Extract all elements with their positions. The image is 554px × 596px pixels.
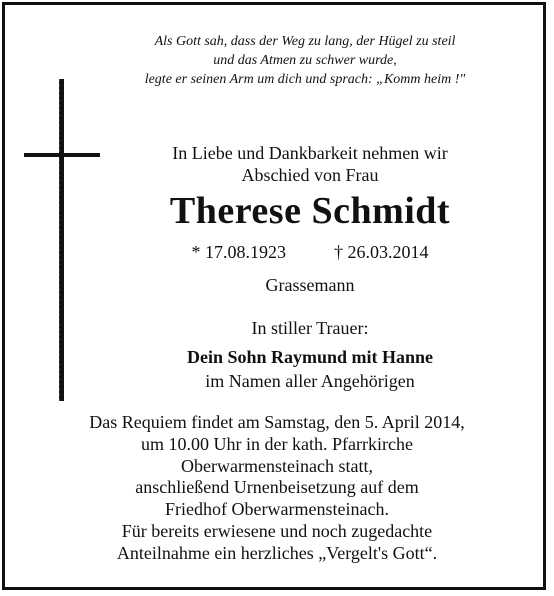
notice-line: Oberwarmensteinach statt, [181, 455, 373, 476]
mourning-heading: In stiller Trauer: [251, 318, 369, 338]
death-date: † 26.03.2014 [334, 242, 429, 262]
intro-line: In Liebe und Dankbarkeit nehmen wir [172, 143, 448, 163]
notice-line: Anteilnahme ein herzliches „Vergelt's Gott“. [116, 542, 438, 563]
poem-line: und das Atmen zu schwer wurde, [213, 53, 397, 68]
birth-date: * 17.08.1923 [191, 242, 286, 262]
poem-line: Als Gott sah, dass der Weg zu lang, der Hügel zu steil [154, 34, 456, 49]
mourners [110, 345, 510, 393]
notice-line: anschließend Urnenbeisetzung auf dem [135, 477, 419, 498]
notice-line: Friedhof Oberwarmensteinach. [165, 499, 389, 520]
notice-line: Für bereits erwiesene und noch zugedachte [121, 520, 433, 541]
maiden-name: Grassemann [265, 275, 355, 295]
mourner-note: im Namen aller Angehörigen [205, 371, 415, 391]
poem-line: legte er seinen Arm um dich und sprach: „Komm heim !" [144, 72, 466, 87]
cross-vertical-beam [59, 79, 64, 401]
deceased-name: Therese Schmidt [169, 190, 451, 232]
poem-verse [90, 32, 520, 89]
life-dates [110, 240, 510, 264]
notice-line: um 10.00 Uhr in der kath. Pfarrkirche [141, 433, 413, 454]
notice-line: Das Requiem findet am Samstag, den 5. April 2014, [89, 412, 465, 432]
intro-text [110, 142, 510, 186]
intro-line: Abschied von Frau [241, 165, 379, 185]
funeral-notice [20, 412, 534, 565]
mourner-names: Dein Sohn Raymund mit Hanne [186, 347, 434, 367]
cross-horizontal-beam [24, 153, 100, 157]
